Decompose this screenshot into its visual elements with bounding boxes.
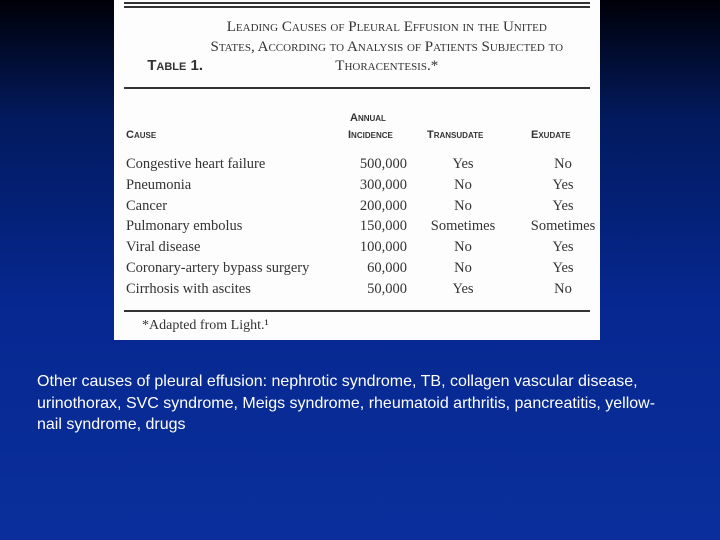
cell-incidence: 200,000 — [359, 197, 407, 214]
cell-transudate: Yes — [452, 156, 474, 172]
cell-exudate: Yes — [552, 176, 574, 193]
cell-incidence: 50,000 — [367, 280, 407, 297]
header-transudate: Transudate — [427, 129, 484, 141]
cell-transudate: No — [454, 239, 472, 256]
cell-cause: Congestive heart failure — [126, 156, 266, 172]
cell-incidence: 150,000 — [359, 218, 407, 235]
cell-incidence: 100,000 — [359, 239, 407, 256]
cell-transudate: Yes — [452, 280, 474, 297]
header-incidence: Incidence — [348, 129, 393, 141]
cell-exudate: No — [554, 156, 572, 172]
cell-transudate: No — [454, 197, 472, 214]
table-number: Table 1. — [147, 57, 204, 74]
cell-incidence: 60,000 — [367, 260, 407, 276]
table-row — [126, 177, 592, 197]
cell-transudate: No — [454, 176, 472, 193]
table-row — [126, 239, 592, 259]
footnote: *Adapted from Light.¹ — [142, 318, 269, 333]
cell-cause: Cirrhosis with ascites — [126, 280, 251, 297]
table-row — [126, 198, 592, 218]
cell-incidence: 300,000 — [359, 176, 407, 193]
cell-cause: Cancer — [126, 197, 168, 214]
header-rule — [124, 87, 590, 89]
cell-exudate: Yes — [552, 239, 574, 256]
table-title — [114, 18, 600, 77]
cell-transudate: Sometimes — [430, 218, 496, 235]
cell-cause: Pulmonary embolus — [126, 218, 243, 235]
table-row — [126, 156, 592, 176]
table-row — [126, 281, 592, 301]
other-causes-text: Other causes of pleural effusion: nephrotic syndrome, TB, collagen vascular disease, urinothorax, SVC syndrome, Meigs syndrome, rheumatoid arthritis, pancreatitis, yellow-nail syndrome, drugs — [37, 373, 656, 433]
header-annual: Annual — [350, 112, 386, 124]
cell-exudate: No — [554, 280, 572, 297]
table-row — [126, 260, 592, 280]
cell-transudate: No — [454, 260, 472, 276]
cell-exudate: Sometimes — [530, 218, 596, 235]
table-title-text: Leading Causes of Pleural Effusion in the United States, According to Analysis of Patients Subjected to Thoracentesis.* — [210, 19, 564, 74]
table-row — [126, 218, 596, 238]
top-double-rule — [124, 2, 590, 8]
cell-exudate: Yes — [552, 197, 574, 214]
bottom-rule — [124, 310, 590, 312]
cell-cause: Viral disease — [126, 239, 201, 256]
cell-cause: Pneumonia — [126, 176, 192, 193]
cell-incidence: 500,000 — [359, 156, 407, 172]
header-cause: Cause — [126, 129, 157, 141]
table-image — [114, 0, 600, 340]
header-exudate: Exudate — [531, 129, 571, 141]
cell-exudate: Yes — [552, 260, 574, 276]
cell-cause: Coronary-artery bypass surgery — [126, 260, 310, 276]
